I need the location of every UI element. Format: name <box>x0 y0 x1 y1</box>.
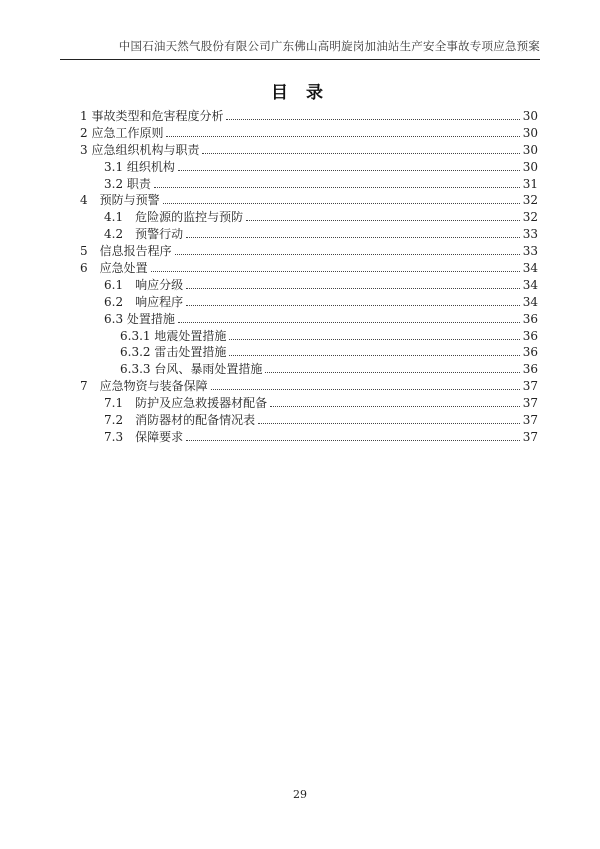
toc-dot-leader <box>151 271 520 272</box>
toc-entry-page: 33 <box>522 244 538 259</box>
toc-entry-title: 4 预防与预警 <box>80 193 160 208</box>
toc-dot-leader <box>258 423 520 424</box>
toc-dot-leader <box>163 203 520 204</box>
toc-entry-page: 37 <box>522 396 538 411</box>
toc-entry-title: 2 应急工作原则 <box>80 125 164 140</box>
toc-entry-title: 5 信息报告程序 <box>80 244 172 259</box>
toc-dot-leader <box>175 254 520 255</box>
toc-entry[interactable] <box>80 176 538 193</box>
toc-entry[interactable] <box>80 125 538 142</box>
toc-entry[interactable] <box>80 361 538 378</box>
toc-entry-page: 30 <box>522 125 538 140</box>
toc-dot-leader <box>226 119 520 120</box>
toc-dot-leader <box>265 372 520 373</box>
toc-entry[interactable] <box>80 277 538 294</box>
toc-entry-title: 3 应急组织机构与职责 <box>80 142 200 157</box>
toc-entry[interactable] <box>80 192 538 209</box>
table-of-contents <box>80 108 538 446</box>
toc-entry[interactable] <box>80 328 538 345</box>
toc-entry[interactable] <box>80 260 538 277</box>
toc-entry-title: 3.1 组织机构 <box>104 159 175 174</box>
toc-dot-leader <box>246 220 520 221</box>
toc-entry-title: 6.3.3 台风、暴雨处置措施 <box>120 362 263 377</box>
toc-dot-leader <box>229 355 520 356</box>
toc-entry-page: 33 <box>522 227 538 242</box>
toc-dot-leader <box>178 322 520 323</box>
toc-entry[interactable] <box>80 209 538 226</box>
toc-entry-page: 36 <box>522 311 538 326</box>
toc-entry-title: 6.3 处置措施 <box>104 311 175 326</box>
toc-entry[interactable] <box>80 159 538 176</box>
toc-entry[interactable] <box>80 142 538 159</box>
toc-entry[interactable] <box>80 344 538 361</box>
page-number: 29 <box>293 788 307 801</box>
toc-entry-page: 37 <box>522 379 538 394</box>
toc-entry-page: 30 <box>522 159 538 174</box>
toc-dot-leader <box>211 389 520 390</box>
toc-entry-title: 6.1 响应分级 <box>104 277 184 292</box>
toc-entry-title: 4.2 预警行动 <box>104 227 184 242</box>
page-header: 中国石油天然气股份有限公司广东佛山高明旋岗加油站生产安全事故专项应急预案 <box>60 38 540 60</box>
toc-dot-leader <box>229 339 520 340</box>
toc-dot-leader <box>186 288 520 289</box>
toc-entry[interactable] <box>80 311 538 328</box>
toc-entry-title: 6.3.2 雷击处置措施 <box>120 345 227 360</box>
toc-entry-title: 6 应急处置 <box>80 261 148 276</box>
toc-entry-title: 3.2 职责 <box>104 176 151 191</box>
toc-entry-title: 7.3 保障要求 <box>104 429 184 444</box>
toc-entry-title: 6.2 响应程序 <box>104 294 184 309</box>
toc-entry-title: 7 应急物资与装备保障 <box>80 379 208 394</box>
toc-entry[interactable] <box>80 412 538 429</box>
toc-entry[interactable] <box>80 226 538 243</box>
toc-entry-page: 34 <box>522 277 538 292</box>
toc-entry-page: 32 <box>522 210 538 225</box>
toc-dot-leader <box>186 237 520 238</box>
toc-entry-page: 37 <box>522 429 538 444</box>
toc-entry-page: 36 <box>522 362 538 377</box>
toc-entry-page: 36 <box>522 345 538 360</box>
toc-entry-title: 4.1 危险源的监控与预防 <box>104 210 244 225</box>
toc-dot-leader <box>186 440 520 441</box>
toc-entry[interactable] <box>80 378 538 395</box>
toc-entry-page: 37 <box>522 413 538 428</box>
toc-entry-page: 30 <box>522 109 538 123</box>
toc-entry-page: 34 <box>522 294 538 309</box>
toc-entry-title: 7.1 防护及应急救援器材配备 <box>104 396 268 411</box>
toc-entry-title: 7.2 消防器材的配备情况表 <box>104 413 256 428</box>
toc-entry[interactable] <box>80 429 538 446</box>
toc-entry-page: 36 <box>522 328 538 343</box>
toc-dot-leader <box>270 406 520 407</box>
toc-dot-leader <box>178 170 520 171</box>
toc-entry-title: 6.3.1 地震处置措施 <box>120 328 227 343</box>
toc-entry[interactable] <box>80 294 538 311</box>
toc-entry-page: 30 <box>522 142 538 157</box>
toc-dot-leader <box>154 187 520 188</box>
toc-entry-title: 1 事故类型和危害程度分析 <box>80 109 224 123</box>
toc-dot-leader <box>186 305 520 306</box>
toc-entry-page: 34 <box>522 261 538 276</box>
toc-dot-leader <box>166 136 520 137</box>
toc-entry-page: 32 <box>522 193 538 208</box>
toc-entry[interactable] <box>80 243 538 260</box>
toc-entry[interactable] <box>80 108 538 125</box>
toc-entry[interactable] <box>80 395 538 412</box>
page-title: 目 录 <box>271 83 329 103</box>
toc-dot-leader <box>202 153 520 154</box>
toc-entry-page: 31 <box>522 176 538 191</box>
